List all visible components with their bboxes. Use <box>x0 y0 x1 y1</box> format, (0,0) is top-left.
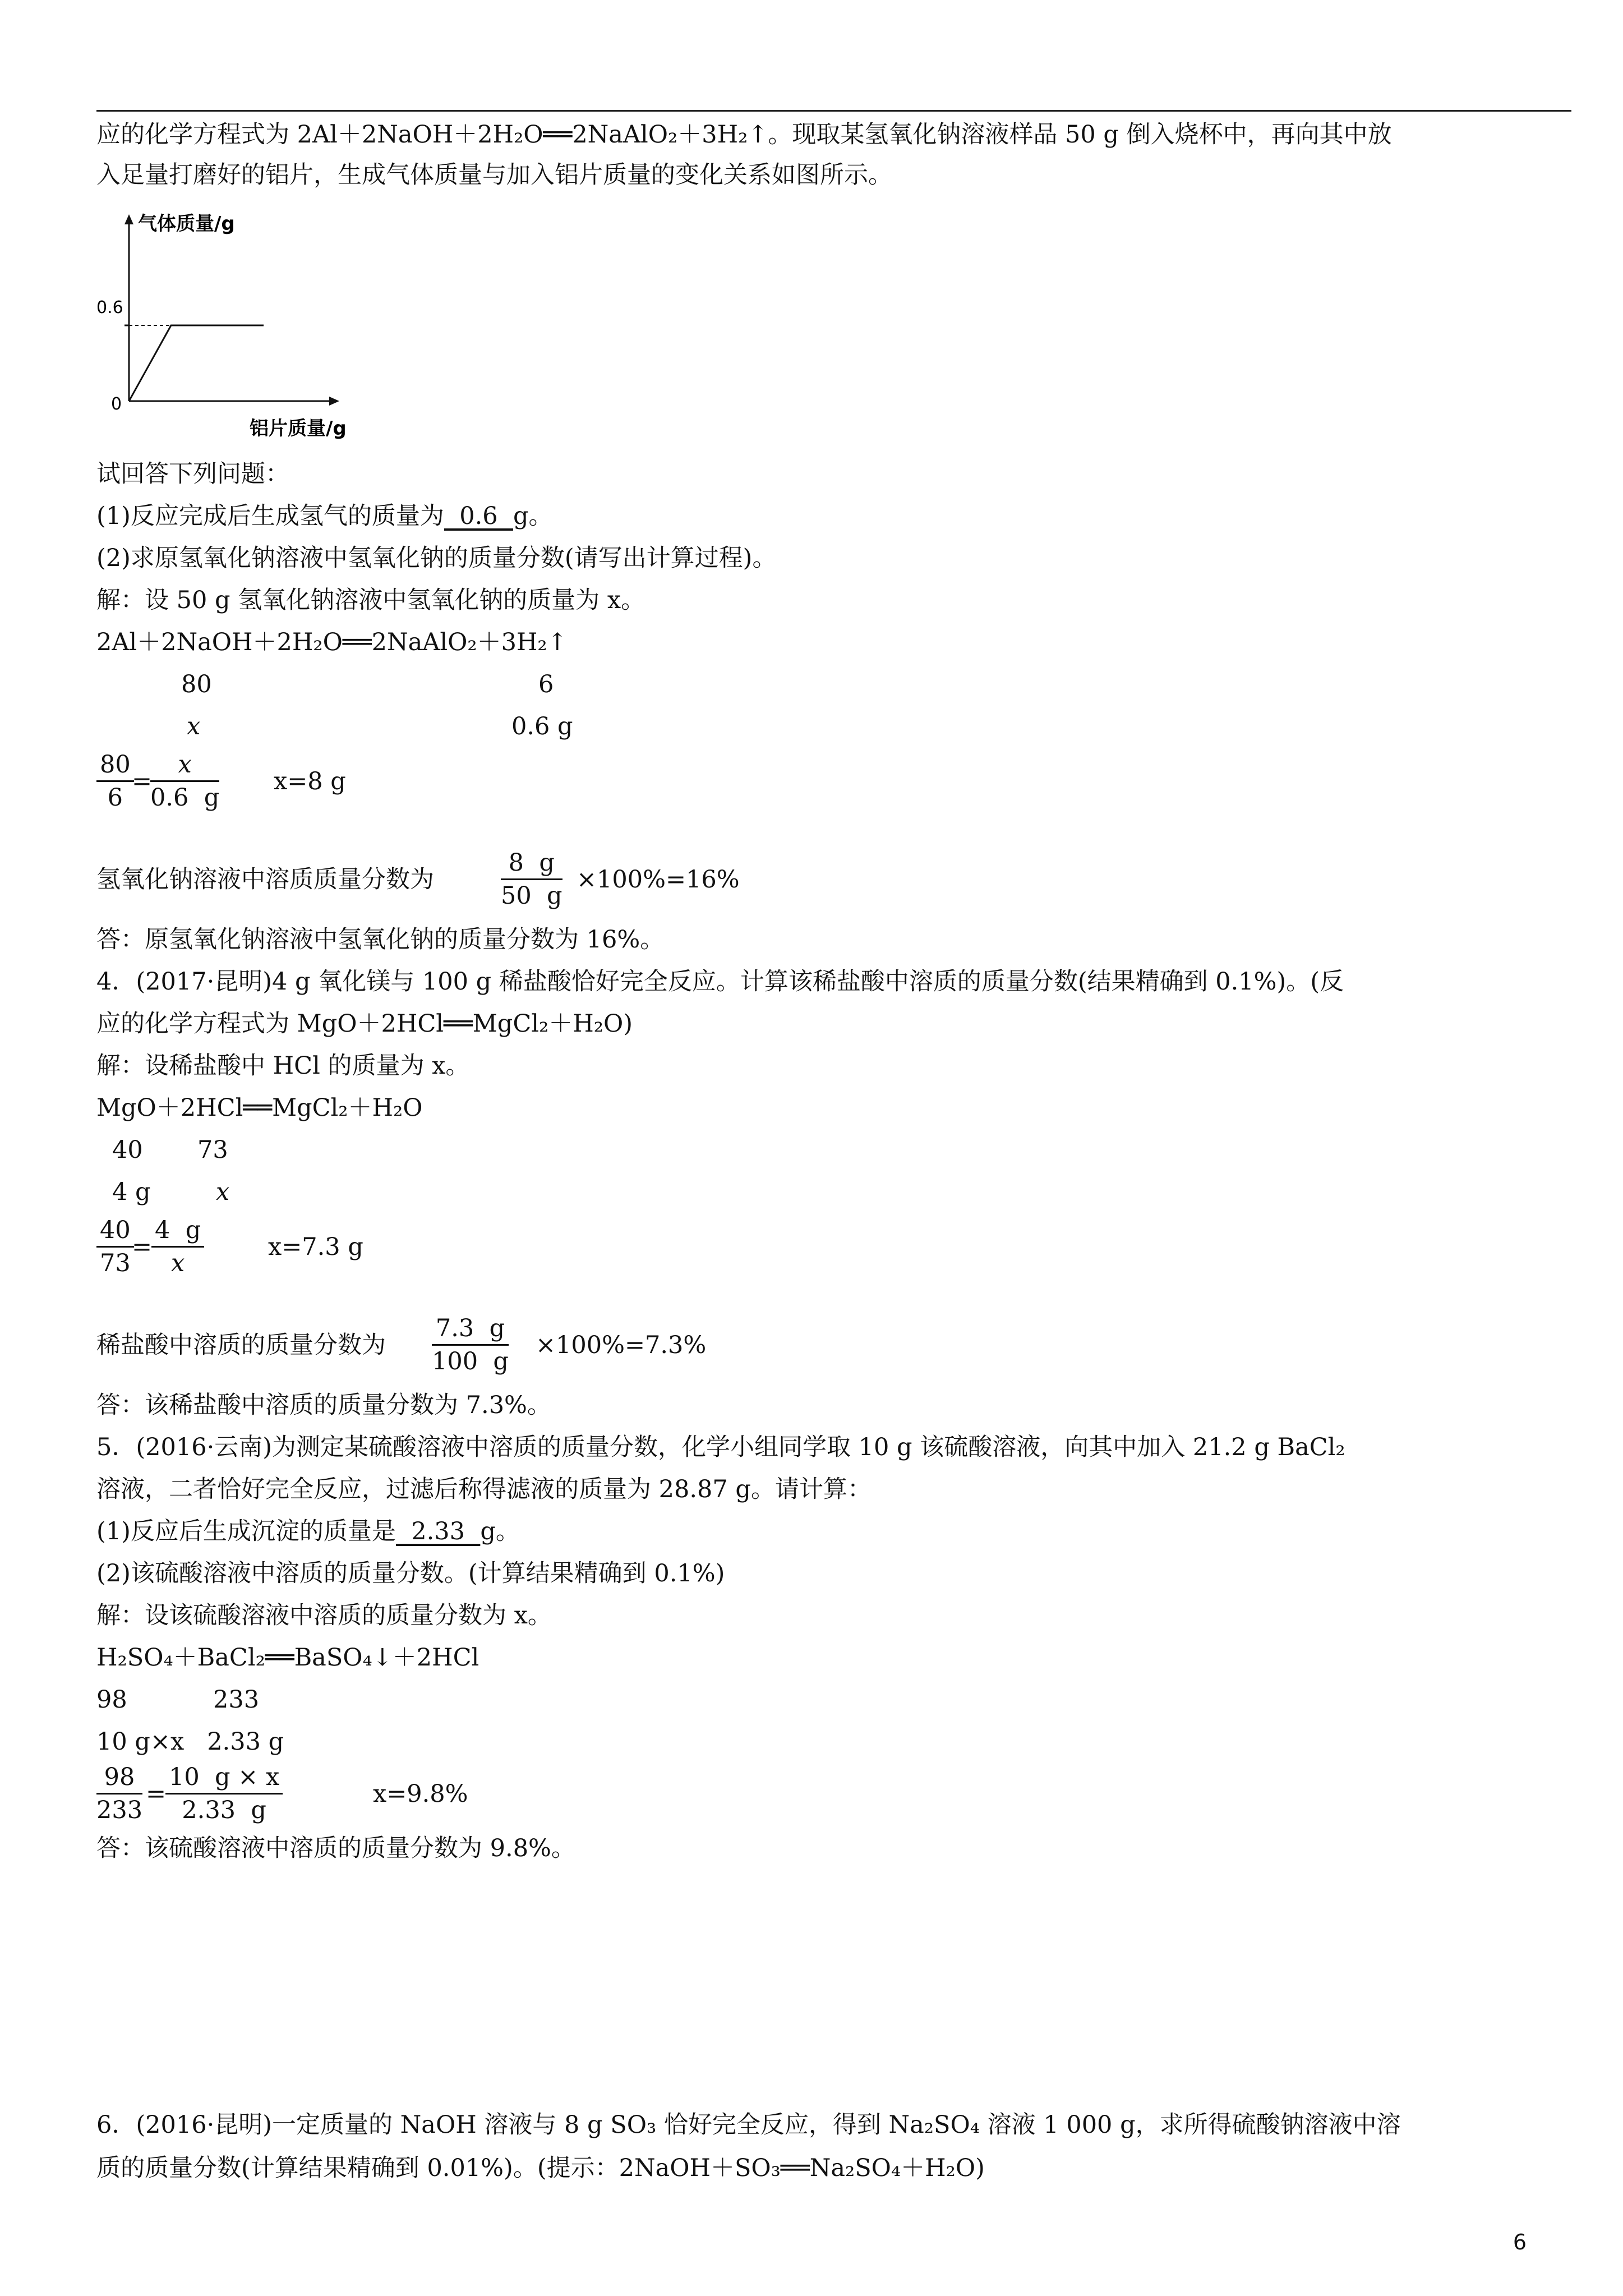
q4-pct-fraction <box>432 1313 509 1377</box>
q5-equation: H₂SO₄＋BaCl₂══BaSO₄↓＋2HCl <box>96 1644 479 1672</box>
q5-line-1: 5．(2016·云南)为测定某硫酸溶液中溶质的质量分数，化学小组同学取 10 g 该硫酸溶液，向其中加入 21.2 g BaCl₂ <box>96 1433 1345 1461</box>
q4-line-1: 4．(2017·昆明)4 g 氧化镁与 100 g 稀盐酸恰好完全反应。计算该稀盐酸中溶质的质量分数(结果精确到 0.1%)。(反 <box>96 968 1344 996</box>
q4-known-a: 4 g <box>112 1178 151 1206</box>
y-tick-label: 0.6 <box>96 298 123 318</box>
q3-fraction-right-top: x <box>150 749 219 782</box>
q4-fraction-left-top: 40 <box>96 1214 134 1248</box>
q5-ratio-b: 233 <box>213 1686 260 1714</box>
y-axis-arrow <box>125 214 133 224</box>
q5-line-2: 溶液，二者恰好完全反应，过滤后称得滤液的质量为 28.87 g。请计算： <box>96 1475 872 1503</box>
page-number: 6 <box>1513 2230 1527 2254</box>
q4-solution-intro: 解：设稀盐酸中 HCl 的质量为 x。 <box>96 1052 470 1080</box>
q4-pct-tail: ×100%=7.3% <box>536 1331 707 1359</box>
q3-pct-fraction <box>501 847 562 912</box>
q5-part2: (2)该硫酸溶液中溶质的质量分数。(计算结果精确到 0.1%) <box>96 1559 725 1588</box>
q5-answer: 答：该硫酸溶液中溶质的质量分数为 9.8%。 <box>96 1834 575 1862</box>
q3-part2: (2)求原氢氧化钠溶液中氢氧化钠的质量分数(请写出计算过程)。 <box>96 544 777 572</box>
intro-line-1: 应的化学方程式为 2Al＋2NaOH＋2H₂O══2NaAlO₂＋3H₂↑。现取某氢氧化钠溶液样品 50 g 倒入烧杯中，再向其中放 <box>96 121 1392 149</box>
q5-values-row: 10 g×x 2.33 g <box>96 1728 284 1756</box>
q4-fraction-left <box>96 1214 134 1279</box>
q3-fraction-equals: = <box>132 767 153 795</box>
q3-equation: 2Al＋2NaOH＋2H₂O══2NaAlO₂＋3H₂↑ <box>96 628 568 656</box>
q5-part1-answer: 2.33 <box>395 1517 481 1545</box>
q3-fraction-left-bottom: 6 <box>107 784 123 812</box>
q4-fraction-right-bottom: x <box>170 1249 185 1277</box>
q4-ratio-a: 40 <box>112 1136 143 1164</box>
q5-fraction-right-bottom: 2.33 g <box>182 1796 266 1824</box>
q5-fraction-right <box>165 1761 283 1826</box>
q4-pct-text: 稀盐酸中溶质的质量分数为 <box>96 1331 386 1359</box>
q3-fraction-right <box>150 749 219 813</box>
q5-fraction-right-top: 10 g × x <box>165 1761 283 1795</box>
q4-unknown-b: x <box>216 1178 230 1206</box>
q3-part1-unit: g。 <box>513 502 553 530</box>
q4-result: x=7.3 g <box>268 1233 363 1261</box>
q3-fraction-left <box>96 749 134 813</box>
q5-fraction-equals: = <box>146 1780 167 1808</box>
intro-line-2: 入足量打磨好的铝片，生成气体质量与加入铝片质量的变化关系如图所示。 <box>96 161 892 189</box>
q3-part1-answer: 0.6 <box>444 502 513 530</box>
q5-ratio-a: 98 <box>96 1686 127 1714</box>
q5-part1-text: (1)反应后生成沉淀的质量是 <box>96 1517 396 1545</box>
q3-pct-top: 8 g <box>501 847 562 880</box>
q3-ratio-a: 80 <box>181 670 212 698</box>
q4-line-2: 应的化学方程式为 MgO＋2HCl══MgCl₂＋H₂O) <box>96 1010 633 1038</box>
q4-equation: MgO＋2HCl══MgCl₂＋H₂O <box>96 1094 423 1122</box>
q3-solution-intro: 解：设 50 g 氢氧化钠溶液中氢氧化钠的质量为 x。 <box>96 586 645 614</box>
q3-fraction-left-top: 80 <box>96 749 134 782</box>
q4-pct-top: 7.3 g <box>432 1313 509 1346</box>
q5-fraction-left-top: 98 <box>96 1761 142 1795</box>
q3-result: x=8 g <box>274 767 346 795</box>
x-axis-arrow <box>329 397 339 406</box>
q5-fraction-left <box>96 1761 142 1826</box>
q3-pct-text: 氢氧化钠溶液中溶质质量分数为 <box>96 866 434 894</box>
q3-pct-bottom: 50 g <box>501 882 562 910</box>
q3-pct-tail: ×100%=16% <box>577 866 740 894</box>
x-axis-label: 铝片质量/g <box>250 417 347 440</box>
y-axis-label: 气体质量/g <box>138 213 235 235</box>
q3-fraction-right-bottom: 0.6 g <box>150 784 220 812</box>
origin-label: 0 <box>111 394 122 414</box>
q4-fraction-left-bottom: 73 <box>100 1249 131 1277</box>
q3-answer: 答：原氢氧化钠溶液中氢氧化钠的质量分数为 16%。 <box>96 926 665 954</box>
q4-pct-bottom: 100 g <box>432 1347 509 1375</box>
q6-line-1: 6．(2016·昆明)一定质量的 NaOH 溶液与 8 g SO₃ 恰好完全反应，得到 Na₂SO₄ 溶液 1 000 g，求所得硫酸钠溶液中溶 <box>96 2111 1401 2139</box>
q3-part1 <box>96 499 553 533</box>
q3-unknown-a: x <box>187 712 201 740</box>
header-rule <box>96 110 1571 112</box>
q4-fraction-right-top: 4 g <box>151 1214 204 1248</box>
q4-answer: 答：该稀盐酸中溶质的质量分数为 7.3%。 <box>96 1391 551 1419</box>
gas-mass-chart <box>84 208 376 443</box>
q5-result: x=9.8% <box>373 1780 468 1808</box>
q5-fraction-left-bottom: 233 <box>96 1796 143 1824</box>
q3-prompt: 试回答下列问题： <box>96 460 289 488</box>
q5-part1 <box>96 1515 520 1548</box>
q3-known-b: 0.6 g <box>511 712 573 740</box>
q5-solution-intro: 解：设该硫酸溶液中溶质的质量分数为 x。 <box>96 1602 552 1630</box>
q3-ratio-b: 6 <box>538 670 554 698</box>
q4-fraction-right <box>151 1214 204 1279</box>
q5-part1-unit: g。 <box>480 1517 520 1545</box>
q4-fraction-equals: = <box>132 1233 153 1261</box>
q3-part1-text: (1)反应完成后生成氢气的质量为 <box>96 502 444 530</box>
q4-ratio-b: 73 <box>197 1136 228 1164</box>
gas-mass-series-line <box>129 325 264 401</box>
q6-line-2: 质的质量分数(计算结果精确到 0.01%)。(提示：2NaOH＋SO₃══Na₂SO₄＋H₂O) <box>96 2154 985 2182</box>
